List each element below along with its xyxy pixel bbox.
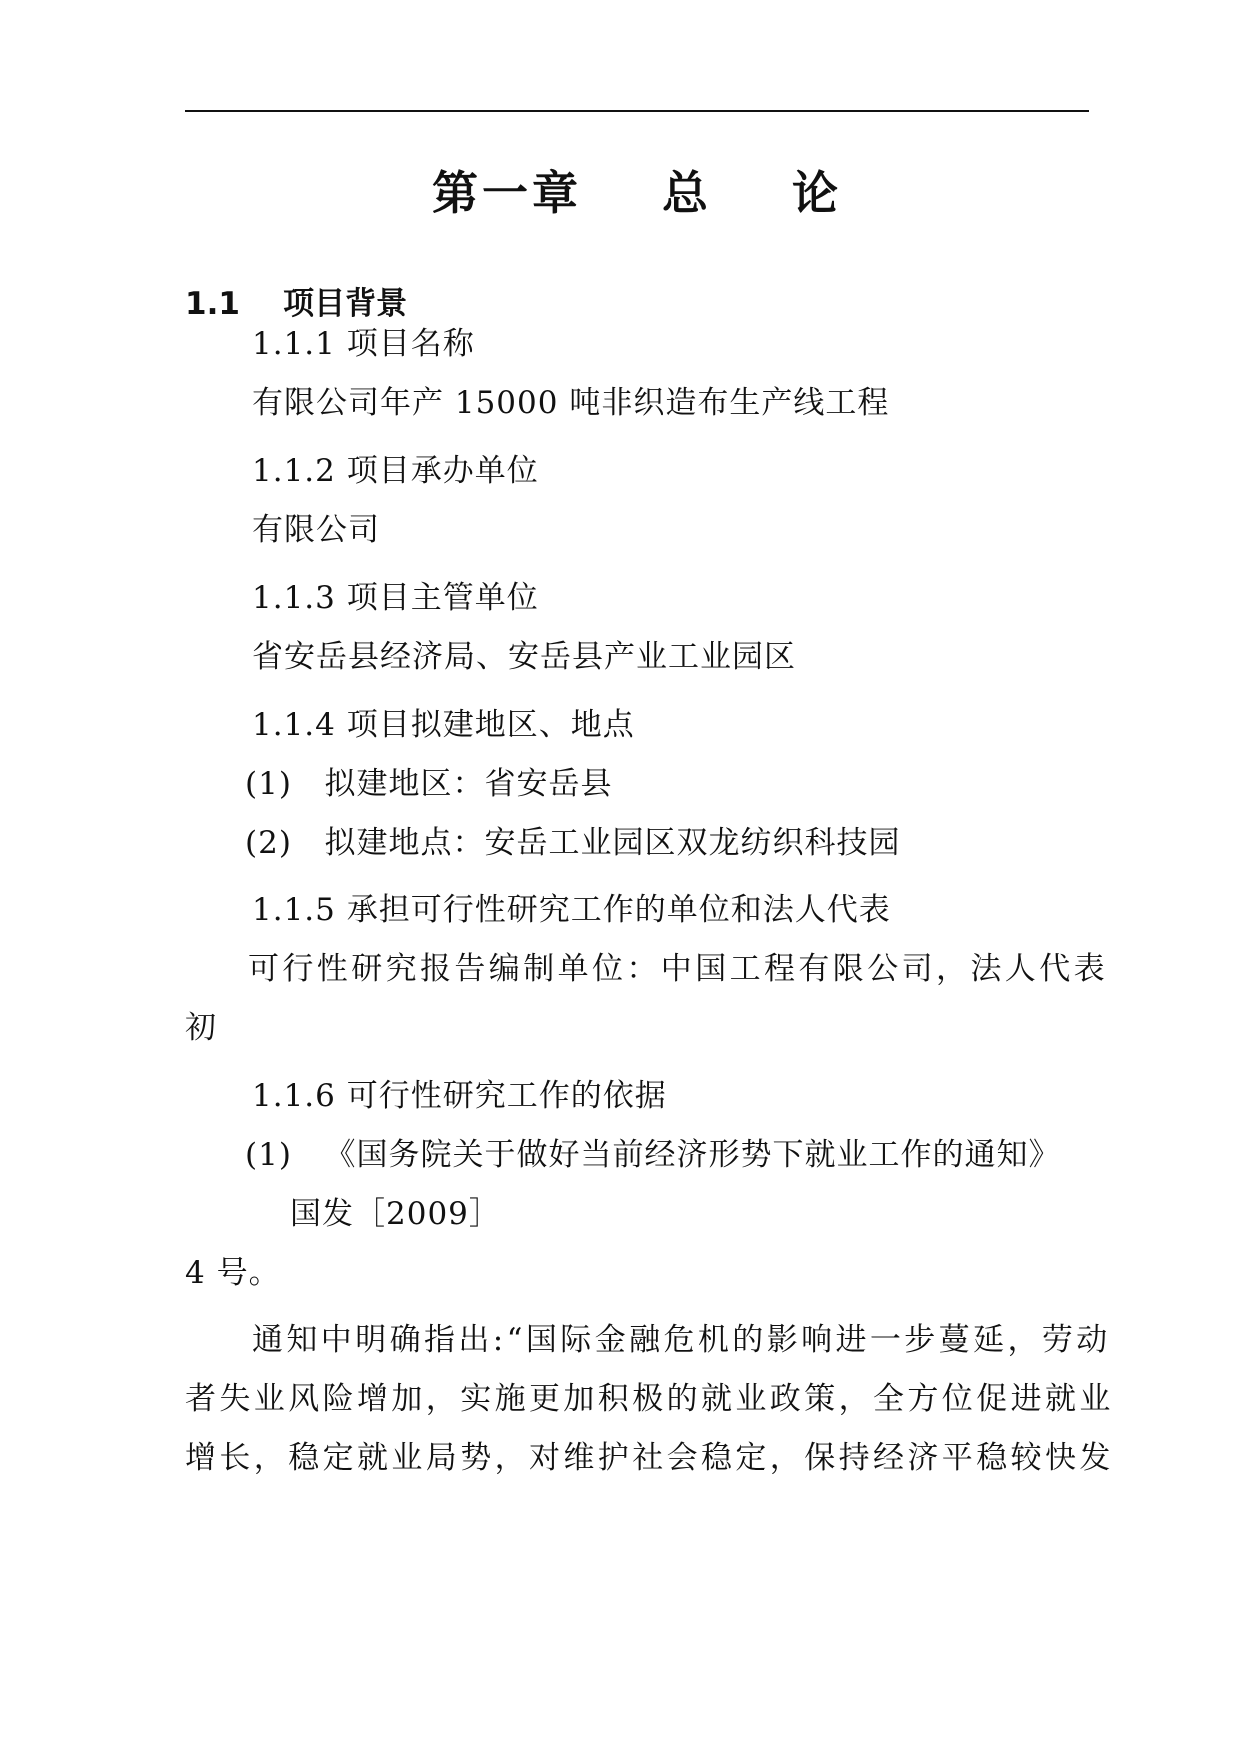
subsection-heading-1-1-5: 1.1.5 承担可行性研究工作的单位和法人代表 [252,892,891,928]
subsection-heading-1-1-3: 1.1.3 项目主管单位 [252,580,539,616]
list-item-location-region: (1) 拟建地区：省安岳县 [245,766,613,802]
section-heading: 1.1 项目背景 [185,286,408,322]
list-item-location-site: (2) 拟建地点：安岳工业园区双龙纺织科技园 [245,825,901,861]
paragraph-line: 增长，稳定就业局势，对维护社会稳定，保持经济平稳较快发 [185,1440,1114,1476]
list-item-basis-1: (1) 《国务院关于做好当前经济形势下就业工作的通知》 [245,1137,1061,1173]
subsection-heading-1-1-6: 1.1.6 可行性研究工作的依据 [252,1078,667,1114]
list-item-continuation: 4 号。 [185,1255,281,1291]
paragraph-line: 初 [185,1010,217,1046]
paragraph-line: 通知中明确指出:“国际金融危机的影响进一步蔓延，劳动 [252,1322,1111,1358]
chapter-title: 第一章 总 论 [431,166,843,220]
supervising-unit: 省安岳县经济局、安岳县产业工业园区 [252,639,796,675]
list-item-continuation: 国发［2009］ [290,1196,501,1232]
subsection-heading-1-1-2: 1.1.2 项目承办单位 [252,453,539,489]
subsection-heading-1-1-1: 1.1.1 项目名称 [252,326,475,362]
subsection-heading-1-1-4: 1.1.4 项目拟建地区、地点 [252,707,635,743]
paragraph-line: 可行性研究报告编制单位：中国工程有限公司，法人代表 [248,951,1108,987]
header-rule [185,110,1089,112]
project-name: 有限公司年产 15000 吨非织造布生产线工程 [252,385,890,421]
undertaking-unit: 有限公司 [252,512,380,548]
paragraph-line: 者失业风险增加，实施更加积极的就业政策，全方位促进就业 [185,1381,1114,1417]
